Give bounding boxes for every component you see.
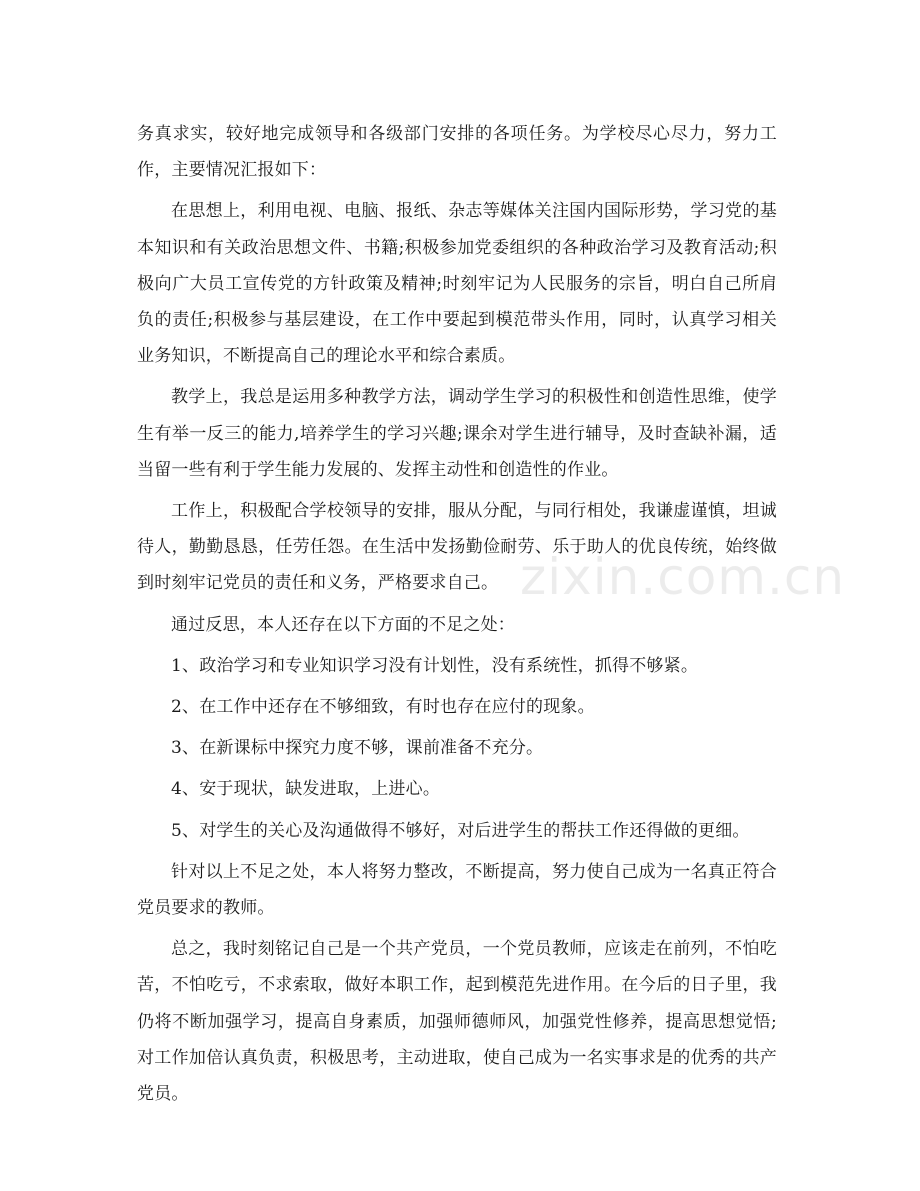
paragraph-teaching: 教学上，我总是运用多种教学方法，调动学生学习的积极性和创造性思维，使学生有举一反三的能力,培养学生的学习兴趣;课余对学生进行辅导，及时查缺补漏，适当留一些有利于学生能力发展的、发挥主动性和创造性的作业。 <box>137 387 777 480</box>
paragraph-work: 工作上，积极配合学校领导的安排，服从分配，与同行相处，我谦虚谨慎，坦诚待人，勤勤恳恳，任劳任怨。在生活中发扬勤俭耐劳、乐于助人的优良传统，始终做到时刻牢记党员的责任和义务，严格要求自己。 <box>137 501 777 594</box>
document-body <box>137 116 777 1117</box>
list-item-shortcoming-3: 3、在新课标中探究力度不够，课前准备不充分。 <box>171 738 544 759</box>
paragraph-intro: 务真求实，较好地完成领导和各级部门安排的各项任务。为学校尽心尽力，努力工作，主要情况汇报如下： <box>137 124 777 181</box>
list-item-shortcoming-1: 1、政治学习和专业知识学习没有计划性，没有系统性，抓得不够紧。 <box>171 655 699 676</box>
list-item-shortcoming-5: 5、对学生的关心及沟通做得不够好，对后进学生的帮扶工作还得做的更细。 <box>171 820 750 841</box>
list-item-shortcoming-4: 4、安于现状，缺发进取，上进心。 <box>171 779 441 800</box>
paragraph-thought: 在思想上，利用电视、电脑、报纸、杂志等媒体关注国内国际形势，学习党的基本知识和有关政治思想文件、书籍;积极参加党委组织的各种政治学习及教育活动;积极向广大员工宣传党的方针政策及精神;时刻牢记为人民服务的宗旨，明白自己所肩负的责任;积极参与基层建设，在工作中要起到模范带头作用，同时，认真学习相关业务知识，不断提高自己的理论水平和综合素质。 <box>137 201 777 367</box>
paragraph-improvement: 针对以上不足之处，本人将努力整改，不断提高，努力使自己成为一名真正符合党员要求的教师。 <box>137 861 777 919</box>
list-item-shortcoming-2: 2、在工作中还存在不够细致，有时也存在应付的现象。 <box>171 697 595 718</box>
watermark-text: zixin.com.cn <box>520 548 846 606</box>
paragraph-conclusion: 总之，我时刻铭记自己是一个共产党员，一个党员教师，应该走在前列，不怕吃苦，不怕吃亏，不求索取，做好本职工作，起到模范先进作用。在今后的日子里，我仍将不断加强学习，提高自身素质，加强师德师风，加强党性修养，提高思想觉悟;对工作加倍认真负责，积极思考，主动进取，使自己成为一名实事求是的优秀的共产党员。 <box>137 939 777 1105</box>
paragraph-reflection: 通过反思，本人还存在以下方面的不足之处： <box>171 614 515 635</box>
